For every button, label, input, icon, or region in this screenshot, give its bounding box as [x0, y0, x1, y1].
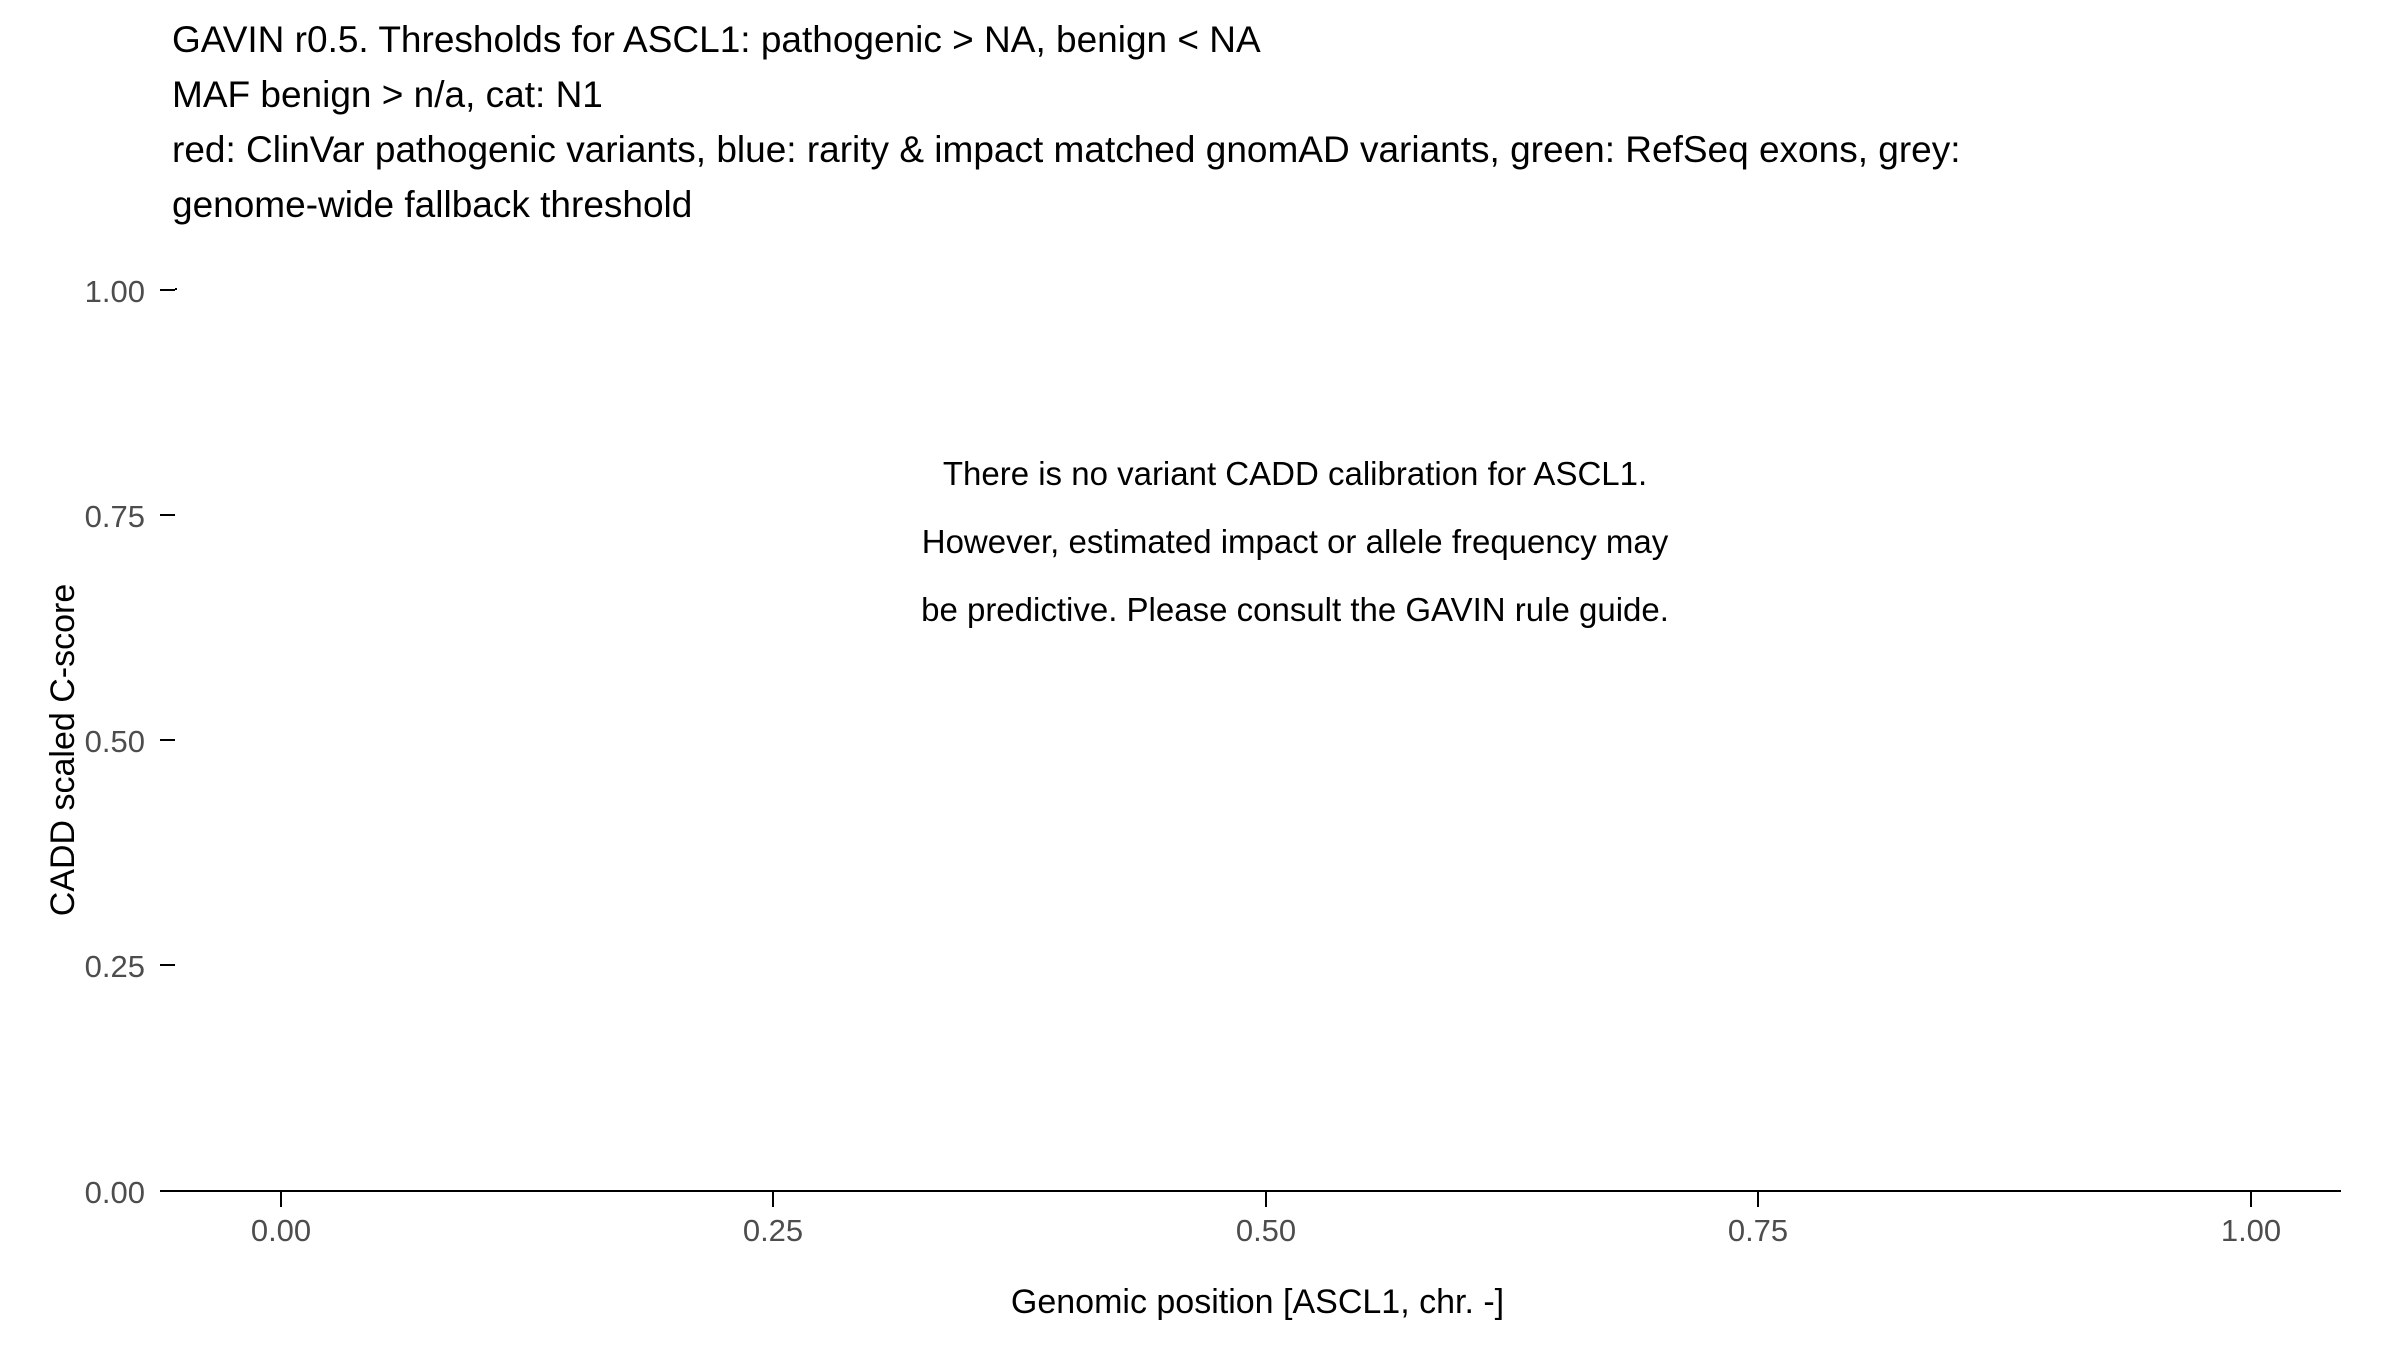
title-line-1: GAVIN r0.5. Thresholds for ASCL1: pathogenic > NA, benign < NA	[172, 19, 1261, 60]
no-calibration-annotation	[615, 440, 1975, 644]
x-tick-label-2: 0.50	[1235, 1213, 1297, 1248]
annotation-line-3: be predictive. Please consult the GAVIN rule guide.	[921, 591, 1669, 628]
annotation-line-1: There is no variant CADD calibration for ASCL1.	[942, 455, 1648, 492]
y-axis-title: CADD scaled C-score	[44, 583, 82, 917]
y-tick-label-1: 0.25	[84, 949, 145, 984]
y-tick-label-3: 0.75	[84, 499, 145, 534]
chart-title	[172, 12, 2272, 232]
x-tick-mark-2	[1265, 1192, 1267, 1207]
y-tick-mark-2	[160, 739, 175, 741]
y-tick-label-0: 0.00	[84, 1175, 145, 1210]
title-line-3: red: ClinVar pathogenic variants, blue: rarity & impact matched gnomAD variants, green: RefSeq exons, grey: genome-wide fallback threshold	[172, 129, 1961, 225]
plot-panel	[175, 290, 2340, 1190]
y-tick-mark-3	[160, 514, 175, 516]
x-axis-line	[175, 1190, 2341, 1192]
y-tick-mark-1	[160, 964, 175, 966]
x-tick-label-0: 0.00	[250, 1213, 312, 1248]
annotation-line-2: However, estimated impact or allele frequency may	[921, 523, 1669, 560]
x-tick-label-1: 0.25	[742, 1213, 804, 1248]
x-tick-mark-0	[280, 1192, 282, 1207]
x-tick-mark-3	[1757, 1192, 1759, 1207]
x-axis-title: Genomic position [ASCL1, chr. -]	[1010, 1283, 1505, 1321]
title-line-2: MAF benign > n/a, cat: N1	[172, 74, 603, 115]
x-tick-label-4: 1.00	[2220, 1213, 2282, 1248]
x-tick-label-3: 0.75	[1727, 1213, 1789, 1248]
y-tick-mark-4	[160, 289, 175, 291]
y-tick-label-4: 1.00	[84, 274, 145, 309]
x-tick-mark-4	[2250, 1192, 2252, 1207]
y-tick-mark-0	[160, 1190, 175, 1192]
y-tick-label-2: 0.50	[84, 724, 145, 759]
x-tick-mark-1	[772, 1192, 774, 1207]
